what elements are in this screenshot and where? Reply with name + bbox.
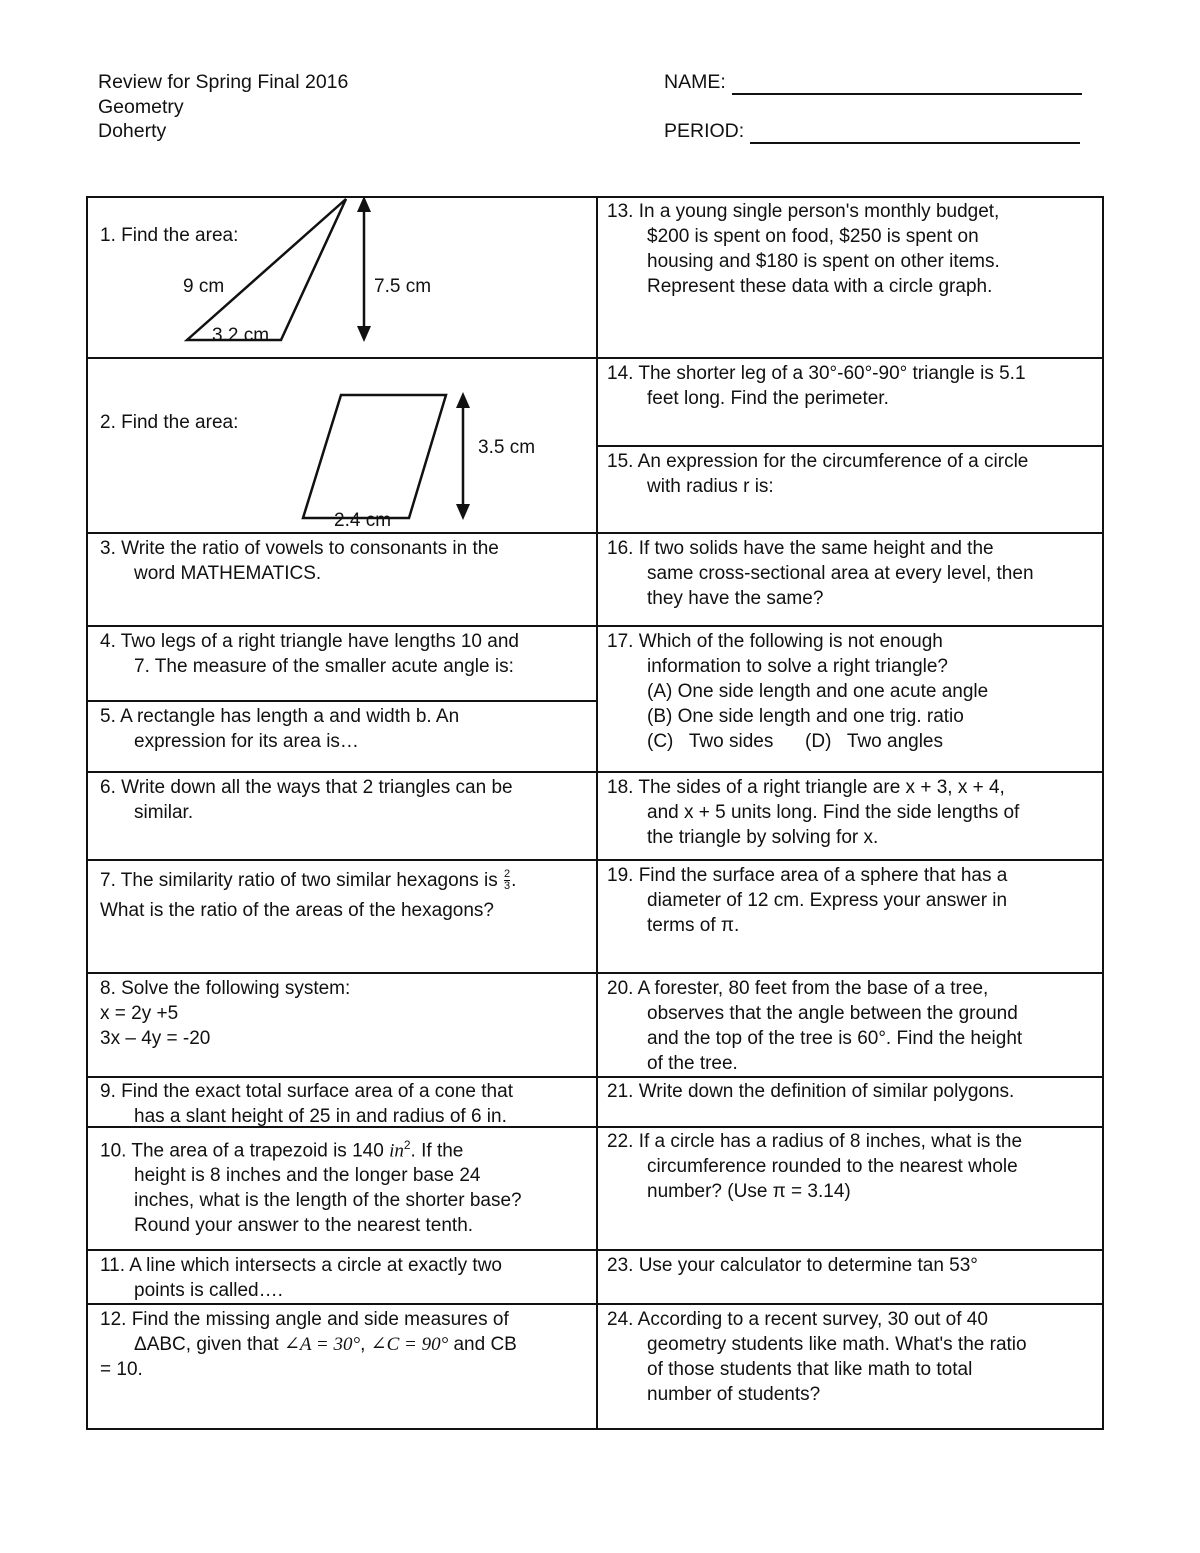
question-20: 20. A forester, 80 feet from the base of a tree, observes that the angle between the ground and the top of the tree is 60°. Find the height of the tree. bbox=[607, 978, 1023, 1074]
question-22: 22. If a circle has a radius of 8 inches, what is the circumference rounded to the nearest whole number? (Use π = 3.14) bbox=[607, 1131, 1023, 1202]
question-10: 10. The area of a trapezoid is 140 $in^2$. If the height is 8 inches and the longer base 24 inches, what is the length of the shorter base? Round your answer to the nearest tenth. bbox=[100, 1138, 522, 1237]
option-c-d: (C) Two sides (D) Two angles bbox=[647, 731, 944, 752]
question-11: 11. A line which intersects a circle at exactly two points is called…. bbox=[100, 1255, 502, 1301]
question-23: 23. Use your calculator to determine tan 53° bbox=[607, 1255, 978, 1276]
question-16: 16. If two solids have the same height and the same cross-sectional area at every level, then they have the same? bbox=[607, 538, 1034, 609]
question-24: 24. According to a recent survey, 30 out of 40 geometry students like math. What's the ratio of those students that like math to total number of students? bbox=[607, 1309, 1027, 1405]
height-label: 3.5 cm bbox=[478, 437, 536, 458]
arrow-up-icon bbox=[357, 196, 371, 212]
question-3: 3. Write the ratio of vowels to consonants in the word MATHEMATICS. bbox=[100, 538, 499, 584]
option-b: (B) One side length and one trig. ratio bbox=[647, 706, 964, 727]
ratio-fraction: $\frac{2}{3}$ bbox=[504, 868, 511, 893]
question-6: 6. Write down all the ways that 2 triangles can be similar. bbox=[100, 777, 513, 823]
question-15: 15. An expression for the circumference of a circle with radius r is: bbox=[607, 451, 1029, 497]
question-7: 7. The similarity ratio of two similar hexagons is $\frac{2}{3}$ . What is the ratio of the areas of the hexagons? bbox=[100, 868, 517, 921]
row-divider bbox=[86, 1249, 1104, 1251]
row-divider bbox=[86, 972, 1104, 974]
base-label: 3.2 cm bbox=[212, 325, 270, 346]
question-19: 19. Find the surface area of a sphere that has a diameter of 12 cm. Express your answer in terms of π. bbox=[607, 865, 1008, 936]
question-13: 13. In a young single person's monthly budget, $200 is spent on food, $250 is spent on housing and $180 is spent on other items. Represent these data with a circle graph. bbox=[607, 201, 1000, 297]
triangle-figure bbox=[0, 0, 1200, 600]
question-8: 8. Solve the following system: x = 2y +5 3x – 4y = -20 bbox=[100, 978, 351, 1049]
name-label: NAME: bbox=[664, 71, 726, 93]
question-17: 17. Which of the following is not enough information to solve a right triangle? (A) One side length and one acute angle (B) One side length and one trig. ratio (C) Two sides (D) Two angles bbox=[607, 631, 989, 752]
question-1: 1. Find the area: bbox=[100, 225, 239, 246]
base-label: 2.4 cm bbox=[334, 510, 392, 531]
triangle-shape bbox=[187, 199, 346, 340]
question-5: 5. A rectangle has length a and width b. An expression for its area is… bbox=[100, 706, 460, 752]
row-divider bbox=[86, 771, 1104, 773]
course-name: Geometry bbox=[98, 95, 184, 118]
question-21: 21. Write down the definition of similar polygons. bbox=[607, 1081, 1015, 1102]
question-12: 12. Find the missing angle and side measures of ΔABC, given that ∠A = 30°, ∠C = 90° and CB = 10. bbox=[100, 1309, 517, 1380]
question-9: 9. Find the exact total surface area of a cone that has a slant height of 25 in and radius of 6 in. bbox=[100, 1081, 513, 1127]
worksheet-title: Review for Spring Final 2016 bbox=[98, 71, 349, 93]
arrow-down-icon bbox=[357, 326, 371, 342]
question-18: 18. The sides of a right triangle are x + 3, x + 4, and x + 5 units long. Find the side lengths of the triangle by solving for x. bbox=[607, 777, 1020, 848]
teacher-name: Doherty bbox=[98, 120, 167, 142]
row-divider-left bbox=[86, 700, 596, 702]
row-divider bbox=[86, 625, 1104, 627]
side-label: 9 cm bbox=[183, 276, 225, 297]
arrow-down-icon bbox=[456, 504, 470, 520]
question-14: 14. The shorter leg of a 30°-60°-90° triangle is 5.1 feet long. Find the perimeter. bbox=[607, 363, 1026, 409]
period-label: PERIOD: bbox=[664, 120, 745, 142]
row-divider bbox=[86, 859, 1104, 861]
parallelogram-shape bbox=[303, 395, 446, 518]
question-2: 2. Find the area: bbox=[100, 412, 239, 433]
question-4: 4. Two legs of a right triangle have lengths 10 and 7. The measure of the smaller acute angle is: bbox=[100, 631, 519, 677]
row-divider bbox=[86, 1076, 1104, 1078]
arrow-up-icon bbox=[456, 392, 470, 408]
option-a: (A) One side length and one acute angle bbox=[647, 681, 989, 702]
height-label: 7.5 cm bbox=[374, 276, 432, 297]
row-divider bbox=[86, 1303, 1104, 1305]
